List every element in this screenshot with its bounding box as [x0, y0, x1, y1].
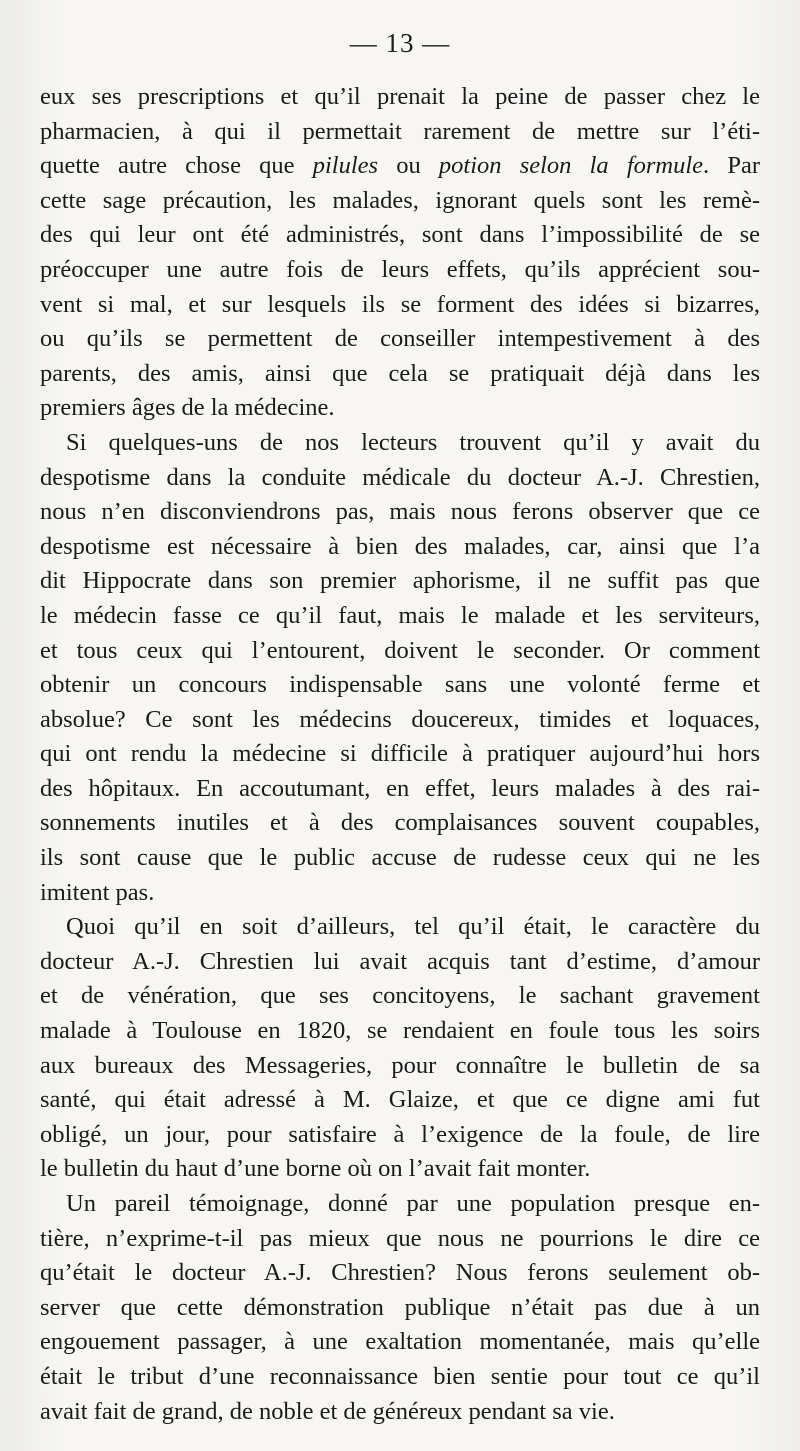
text-line: server que cette démonstration publique n’était pas due à un	[40, 1293, 760, 1321]
paragraph	[40, 426, 760, 910]
text-line: ou qu’ils se permettent de conseiller intempestivement à des	[40, 325, 760, 353]
text-line: ils sont cause que le public accuse de rudesse ceux qui ne les	[40, 844, 760, 872]
text-line: absolue? Ce sont les médecins doucereux, timides et loquaces,	[40, 705, 760, 733]
text-line: qu’était le docteur A.-J. Chrestien? Nous ferons seulement ob-	[40, 1259, 760, 1287]
text-line: docteur A.-J. Chrestien lui avait acquis tant d’estime, d’amour	[40, 947, 760, 975]
text-line: avait fait de grand, de noble et de généreux pendant sa vie.	[40, 1397, 615, 1425]
text-line: pharmacien, à qui il permettait rarement de mettre sur l’éti-	[40, 117, 760, 145]
text-line: qui ont rendu la médecine si difficile à pratiquer aujourd’hui hors	[40, 740, 760, 768]
body-text	[40, 80, 760, 1429]
text-line: quette autre chose que pilules ou potion selon la formule. Par	[40, 152, 761, 180]
text-line: des qui leur ont été administrés, sont dans l’impossibilité de se	[40, 221, 760, 249]
text-line: Quoi qu’il en soit d’ailleurs, tel qu’il était, le caractère du	[66, 913, 760, 941]
text-line: tière, n’exprime-t-il pas mieux que nous ne pourrions le dire ce	[40, 1224, 760, 1252]
text-line: cette sage précaution, les malades, ignorant quels sont les remè-	[40, 186, 760, 214]
text-line: Un pareil témoignage, donné par une population presque en-	[66, 1190, 760, 1217]
text-line: aux bureaux des Messageries, pour connaître le bulletin de sa	[40, 1051, 760, 1079]
text-line: vent si mal, et sur lesquels ils se forment des idées si bizarres,	[40, 290, 760, 318]
text-line: préoccuper une autre fois de leurs effets, qu’ils apprécient sou-	[40, 255, 760, 283]
paragraph	[40, 80, 760, 426]
text-line: premiers âges de la médecine.	[40, 394, 335, 422]
text-line: des hôpitaux. En accoutumant, en effet, leurs malades à des rai-	[40, 774, 760, 802]
text-line: Si quelques-uns de nos lecteurs trouvent qu’il y avait du	[66, 428, 760, 456]
text-line: sonnements inutiles et à des complaisances souvent coupables,	[40, 809, 760, 837]
page-number: — 13 —	[349, 28, 451, 58]
text-line: et de vénération, que ses concitoyens, le sachant gravement	[40, 982, 760, 1010]
paragraph	[40, 1187, 760, 1429]
paragraph	[40, 910, 760, 1187]
text-line: despotisme est nécessaire à bien des malades, car, ainsi que l’a	[40, 532, 760, 560]
text-line: parents, des amis, ainsi que cela se pratiquait déjà dans les	[40, 359, 760, 387]
text-line: dit Hippocrate dans son premier aphorisme, il ne suffit pas que	[40, 567, 760, 595]
text-line: était le tribut d’une reconnaissance bien sentie pour tout ce qu’il	[40, 1362, 760, 1390]
text-line: eux ses prescriptions et qu’il prenait la peine de passer chez le	[40, 83, 760, 110]
text-line: le bulletin du haut d’une borne où on l’avait fait monter.	[40, 1155, 591, 1183]
text-line: le médecin fasse ce qu’il faut, mais le malade et les serviteurs,	[40, 601, 760, 629]
text-line: et tous ceux qui l’entourent, doivent le seconder. Or comment	[40, 636, 760, 664]
text-line: imitent pas.	[40, 878, 155, 906]
text-line: malade à Toulouse en 1820, se rendaient en foule tous les soirs	[40, 1017, 760, 1045]
text-line: despotisme dans la conduite médicale du docteur A.-J. Chrestien,	[40, 463, 760, 491]
text-line: nous n’en disconviendrons pas, mais nous ferons observer que ce	[40, 498, 760, 526]
text-line: engouement passager, à une exaltation momentanée, mais qu’elle	[40, 1328, 760, 1356]
text-line: santé, qui était adressé à M. Glaize, et que ce digne ami fut	[40, 1086, 760, 1114]
text-line: obligé, un jour, pour satisfaire à l’exigence de la foule, de lire	[40, 1120, 760, 1148]
text-line: obtenir un concours indispensable sans une volonté ferme et	[40, 671, 760, 699]
